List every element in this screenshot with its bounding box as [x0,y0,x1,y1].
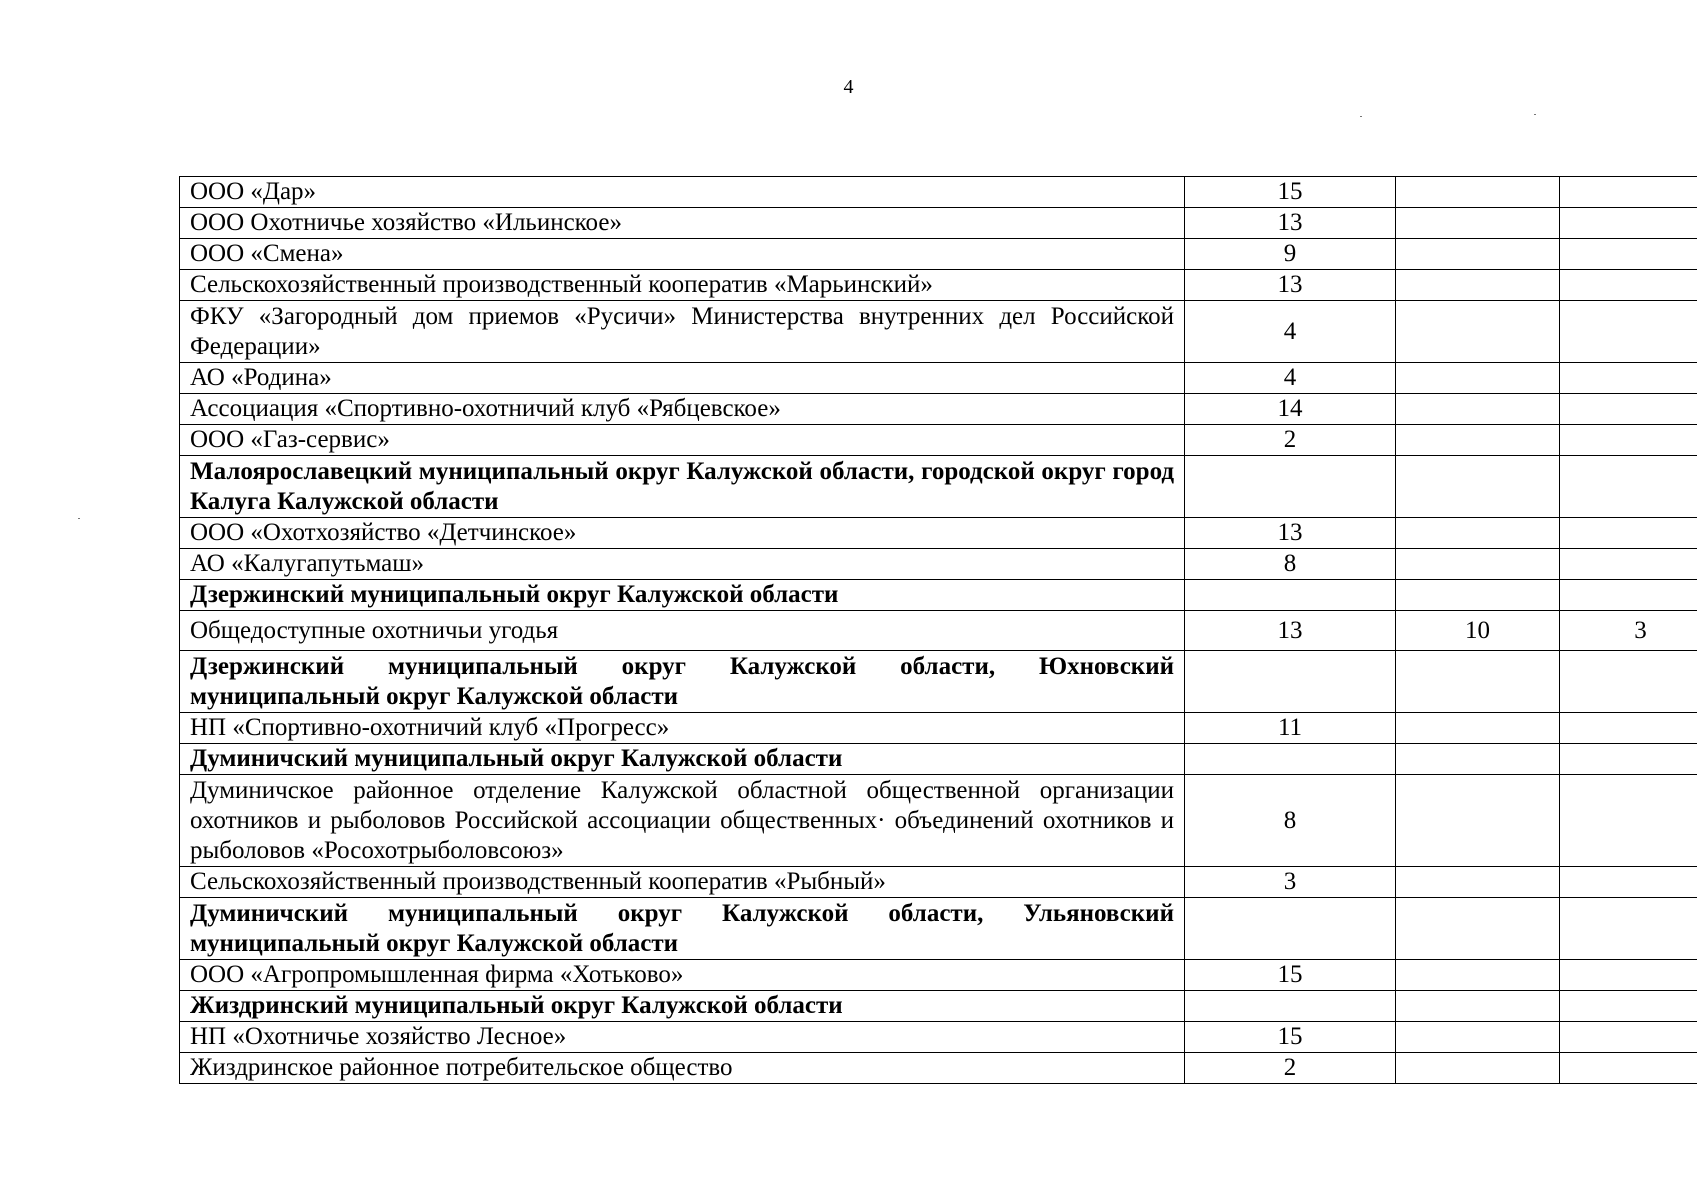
org-name: НП «Охотничье хозяйство Лесное» [180,1022,1185,1053]
table-row [180,611,1697,651]
value-col-3 [1560,744,1697,775]
value-col-2 [1396,239,1560,270]
value-col-3 [1560,363,1697,394]
value-col-3 [1560,1053,1697,1084]
org-name: Сельскохозяйственный производственный кооператив «Марьинский» [180,270,1185,301]
value-col-1 [1185,456,1396,518]
value-col-2 [1396,177,1560,208]
table-row [180,425,1697,456]
org-name: Думиничское районное отделение Калужской областной общественной организации охотников и рыболовов Российской ассоциации общественных· объединений охотников и рыболовов «Росохотрыболовсоюз» [180,775,1185,867]
value-col-2 [1396,394,1560,425]
value-col-2 [1396,1053,1560,1084]
value-col-3 [1560,580,1697,611]
value-col-3 [1560,867,1697,898]
value-col-1 [1185,744,1396,775]
value-col-1: 2 [1185,425,1396,456]
scan-speck [78,518,80,519]
value-col-2 [1396,549,1560,580]
value-col-3 [1560,549,1697,580]
value-col-3 [1560,394,1697,425]
district-name: Думиничский муниципальный округ Калужской области [180,744,1185,775]
value-col-1 [1185,580,1396,611]
value-col-2 [1396,301,1560,363]
quota-table [179,176,1697,1084]
table-row [180,270,1697,301]
district-row [180,991,1697,1022]
org-name: Жиздринское районное потребительское общество [180,1053,1185,1084]
value-col-3 [1560,425,1697,456]
org-name: Сельскохозяйственный производственный кооператив «Рыбный» [180,867,1185,898]
table-row [180,518,1697,549]
district-name: Малоярославецкий муниципальный округ Калужской области, городской округ город Калуга Калужской области [180,456,1185,518]
org-name: ФКУ «Загородный дом приемов «Русичи» Министерства внутренних дел Российской Федерации» [180,301,1185,363]
value-col-2 [1396,991,1560,1022]
value-col-2 [1396,1022,1560,1053]
table-row [180,239,1697,270]
value-col-1: 13 [1185,611,1396,651]
scan-speck [1360,116,1362,117]
value-col-3 [1560,270,1697,301]
district-row [180,580,1697,611]
org-name: Ассоциация «Спортивно-охотничий клуб «Рябцевское» [180,394,1185,425]
value-col-2 [1396,208,1560,239]
value-col-1: 8 [1185,775,1396,867]
value-col-1: 4 [1185,363,1396,394]
value-col-1 [1185,651,1396,713]
value-col-1: 3 [1185,867,1396,898]
value-col-3 [1560,301,1697,363]
district-name: Думиничский муниципальный округ Калужской области, Ульяновский муниципальный округ Калужской области [180,898,1185,960]
value-col-1: 8 [1185,549,1396,580]
org-name: ООО «Смена» [180,239,1185,270]
org-name: ООО «Охотхозяйство «Детчинское» [180,518,1185,549]
value-col-2 [1396,580,1560,611]
value-col-3 [1560,518,1697,549]
value-col-2 [1396,775,1560,867]
table-row [180,363,1697,394]
value-col-2: 10 [1396,611,1560,651]
org-name: Общедоступные охотничьи угодья [180,611,1185,651]
org-name: ООО «Газ-сервис» [180,425,1185,456]
table-row [180,1053,1697,1084]
value-col-1: 11 [1185,713,1396,744]
table-row [180,960,1697,991]
value-col-1: 13 [1185,208,1396,239]
value-col-3 [1560,713,1697,744]
district-name: Дзержинский муниципальный округ Калужской области [180,580,1185,611]
org-name: ООО «Дар» [180,177,1185,208]
value-col-2 [1396,363,1560,394]
value-col-3 [1560,651,1697,713]
value-col-1 [1185,898,1396,960]
district-name: Дзержинский муниципальный округ Калужской области, Юхновский муниципальный округ Калужской области [180,651,1185,713]
table-row [180,394,1697,425]
value-col-3 [1560,208,1697,239]
district-row [180,898,1697,960]
value-col-2 [1396,456,1560,518]
value-col-1: 9 [1185,239,1396,270]
value-col-3: 3 [1560,611,1697,651]
org-name: АО «Калугапутьмаш» [180,549,1185,580]
value-col-2 [1396,960,1560,991]
value-col-1: 13 [1185,518,1396,549]
value-col-2 [1396,518,1560,549]
table-row [180,208,1697,239]
table-row [180,867,1697,898]
table-row [180,713,1697,744]
value-col-2 [1396,744,1560,775]
district-row [180,456,1697,518]
value-col-2 [1396,425,1560,456]
table-row [180,549,1697,580]
value-col-2 [1396,651,1560,713]
value-col-1: 15 [1185,960,1396,991]
value-col-1: 14 [1185,394,1396,425]
district-row [180,744,1697,775]
value-col-2 [1396,270,1560,301]
table-row [180,775,1697,867]
page-number: 4 [843,76,854,98]
value-col-3 [1560,456,1697,518]
value-col-1: 15 [1185,1022,1396,1053]
value-col-2 [1396,867,1560,898]
value-col-3 [1560,775,1697,867]
org-name: ООО «Агропромышленная фирма «Хотьково» [180,960,1185,991]
org-name: НП «Спортивно-охотничий клуб «Прогресс» [180,713,1185,744]
value-col-3 [1560,960,1697,991]
value-col-1: 2 [1185,1053,1396,1084]
table-row [180,1022,1697,1053]
table-row [180,301,1697,363]
org-name: АО «Родина» [180,363,1185,394]
value-col-3 [1560,239,1697,270]
district-name: Жиздринский муниципальный округ Калужской области [180,991,1185,1022]
value-col-2 [1396,713,1560,744]
value-col-1 [1185,991,1396,1022]
table-row [180,177,1697,208]
value-col-3 [1560,177,1697,208]
value-col-1: 13 [1185,270,1396,301]
value-col-1: 15 [1185,177,1396,208]
value-col-2 [1396,898,1560,960]
scan-speck [1534,114,1536,115]
org-name: ООО Охотничье хозяйство «Ильинское» [180,208,1185,239]
value-col-3 [1560,898,1697,960]
value-col-1: 4 [1185,301,1396,363]
value-col-3 [1560,1022,1697,1053]
value-col-3 [1560,991,1697,1022]
district-row [180,651,1697,713]
